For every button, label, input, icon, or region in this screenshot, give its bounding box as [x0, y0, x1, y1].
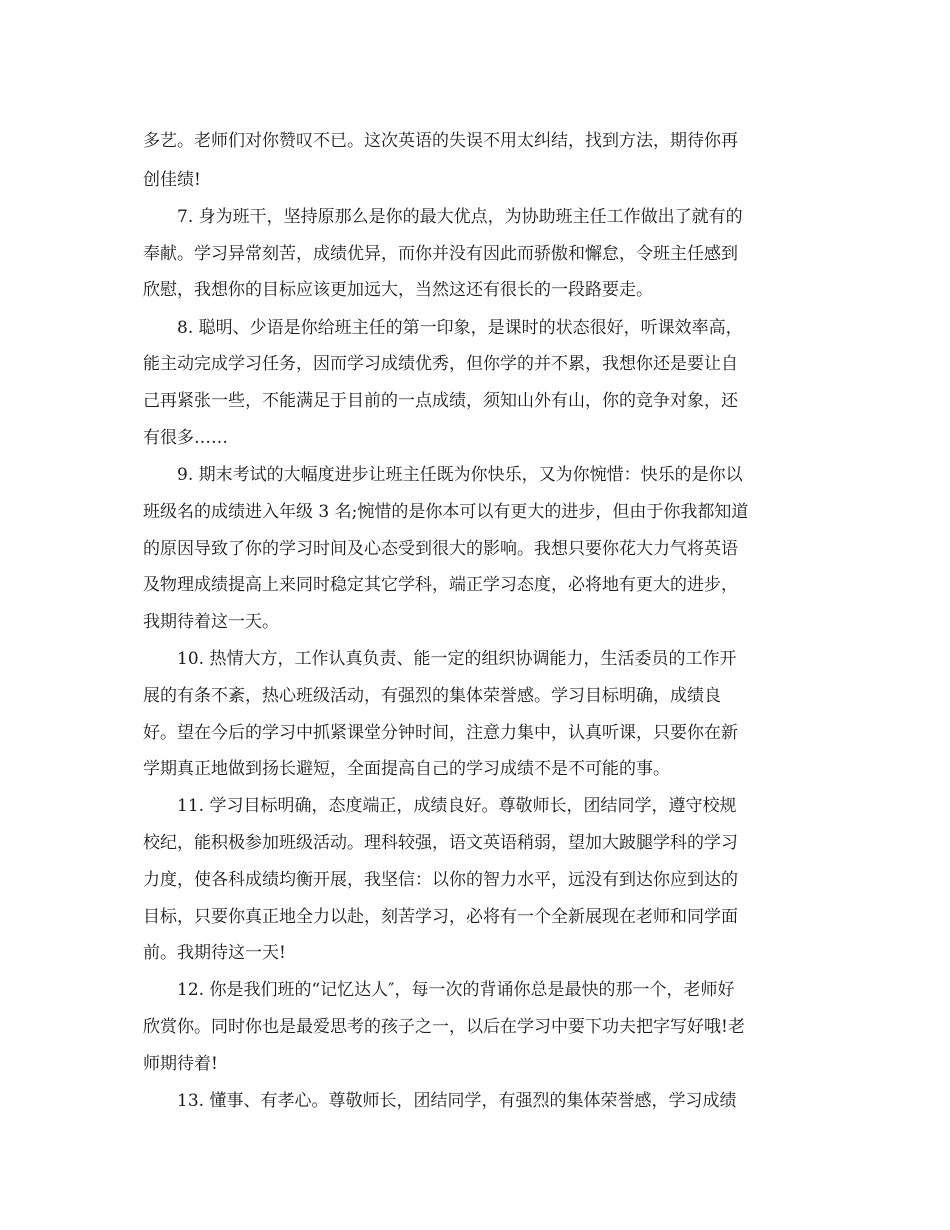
- text-line: 我期待着这一天。: [143, 612, 279, 632]
- text-line: 校纪，能积极参加班级活动。理科较强，语文英语稍弱，望加大跛腿学科的学习: [143, 833, 738, 853]
- text-line: 创佳绩!: [143, 170, 201, 190]
- text-line: 好。望在今后的学习中抓紧课堂分钟时间，注意力集中，认真听课，只要你在新: [143, 723, 738, 743]
- text-line: 班级名的成绩进入年级 3 名;惋惜的是你本可以有更大的进步，但由于你我都知道: [143, 502, 749, 522]
- paragraph-9-start: 9. 期末考试的大幅度进步让班主任既为你快乐，又为你惋惜：快乐的是你以: [177, 465, 743, 485]
- text-line: 及物理成绩提高上来同时稳定其它学科，端正学习态度，必将地有更大的进步，: [143, 575, 738, 595]
- paragraph-11-start: 11. 学习目标明确，态度端正，成绩良好。尊敬师长，团结同学，遵守校规: [177, 796, 737, 816]
- paragraph-10-start: 10. 热情大方，工作认真负责、能一定的组织协调能力，生活委员的工作开: [177, 649, 737, 669]
- text-line: 欣赏你。同时你也是最爱思考的孩子之一，以后在学习中要下功夫把字写好哦!老: [143, 1017, 745, 1037]
- text-line: 学期真正地做到扬长避短，全面提高自己的学习成绩不是不可能的事。: [143, 759, 670, 779]
- text-line: 展的有条不紊，热心班级活动，有强烈的集体荣誉感。学习目标明确，成绩良: [143, 686, 721, 706]
- text-line: 能主动完成学习任务，因而学习成绩优秀，但你学的并不累，我想你还是要让自: [143, 354, 738, 374]
- paragraph-13-start: 13. 懂事、有孝心。尊敬师长，团结同学，有强烈的集体荣誉感，学习成绩: [177, 1091, 737, 1111]
- text-line: 力度，使各科成绩均衡开展，我坚信：以你的智力水平，远没有到达你应到达的: [143, 870, 738, 890]
- text-line: 目标，只要你真正地全力以赴，刻苦学习，必将有一个全新展现在老师和同学面: [143, 907, 738, 927]
- paragraph-7-start: 7. 身为班干，坚持原那么是你的最大优点，为协助班主任工作做出了就有的: [177, 207, 743, 227]
- paragraph-12-start: 12. 你是我们班的“记忆达人″，每一次的背诵你总是最快的那一个，老师好: [177, 980, 735, 1000]
- text-line: 己再紧张一些，不能满足于目前的一点成绩，须知山外有山，你的竞争对象，还: [143, 391, 738, 411]
- paragraph-8-start: 8. 聪明、少语是你给班主任的第一印象，是课时的状态很好，听课效率高，: [177, 318, 743, 338]
- text-line: 奉献。学习异常刻苦，成绩优异，而你并没有因此而骄傲和懈怠，令班主任感到: [143, 244, 738, 264]
- text-line: 有很多……: [143, 428, 228, 448]
- text-line: 的原因导致了你的学习时间及心态受到很大的影响。我想只要你花大力气将英语: [143, 539, 738, 559]
- text-line: 欣慰，我想你的目标应该更加远大，当然这还有很长的一段路要走。: [143, 280, 653, 300]
- text-line: 前。我期待这一天!: [143, 943, 286, 963]
- text-line: 师期待着!: [143, 1054, 218, 1074]
- text-line: 多艺。老师们对你赞叹不已。这次英语的失误不用太纠结，找到方法，期待你再: [143, 131, 738, 151]
